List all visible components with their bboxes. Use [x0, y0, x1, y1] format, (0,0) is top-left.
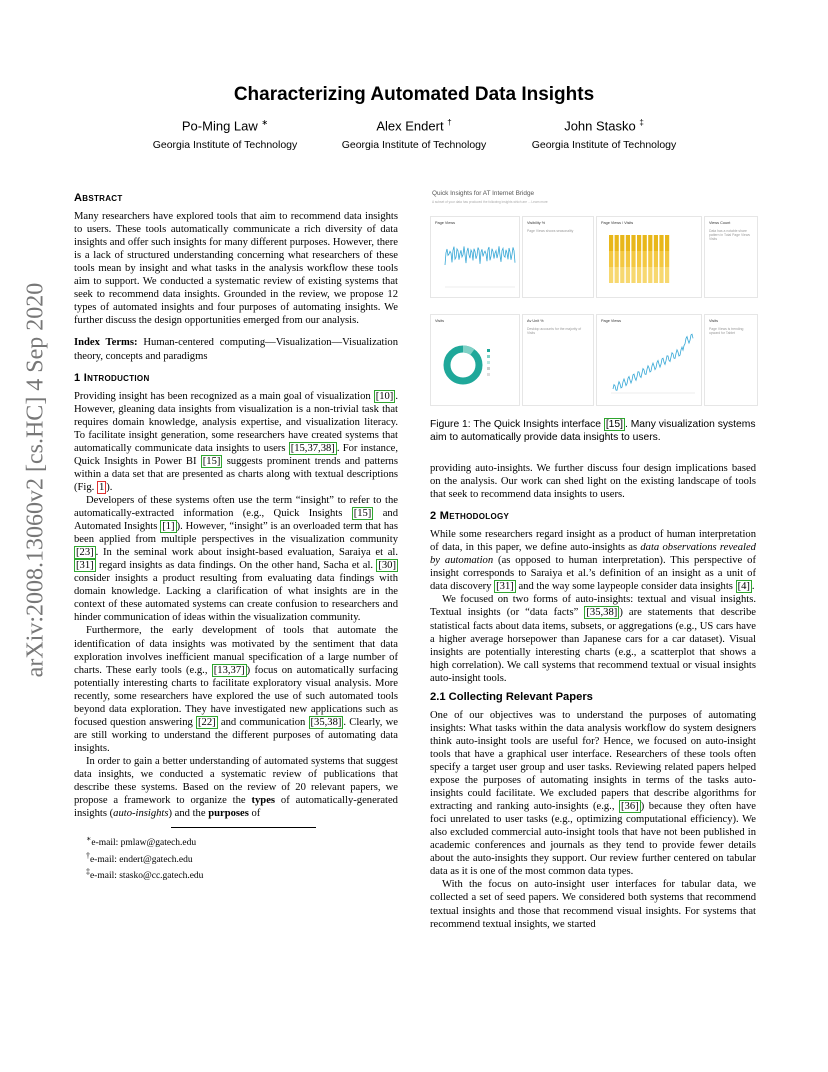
panel-note: Desktop accounts for the majority of Visits	[527, 327, 582, 335]
citation-link[interactable]: [1]	[162, 521, 175, 533]
citation-link[interactable]: [4]	[737, 581, 750, 593]
bar-segment	[626, 267, 630, 283]
footnote-email-2[interactable]: †e-mail: endert@gatech.edu	[86, 850, 193, 865]
line-chart-seasonal	[431, 217, 519, 297]
bar-segment	[609, 267, 613, 283]
citation-link[interactable]: [15]	[202, 455, 221, 467]
panel-title: Visibility %	[527, 221, 546, 225]
donut-chart	[431, 315, 519, 405]
intro-paragraph-4: In order to gain a better understanding of automated systems that suggest data insights, we conducted a systematic review of publications that describe these systems. Based on the review of 20 relevant papers, we propose a framework to organize the types of automatically-generated insights (auto-insights) and the purposes of	[74, 755, 398, 820]
bar-segment	[631, 267, 635, 283]
intro-paragraph-2: Developers of these systems often use the term “insight” to refer to the automatically-extracted information (e.g., Quick Insights [15] and Automated Insights [1] ). However, “insight” is an overloaded term that has been applied from multiple perspectives in the visualization community [23] . In the seminal work about insight-based evaluation, Saraiya et al. [31] regard insights as data findings. On the other hand, Sacha et al. [30] consider insights a product resulting from evaluating data findings with domain knowledge. Lacking a clarification of what insights are in the context of these automated systems can create confusion to researchers and hinder communication of ideas within the visualization community.	[74, 494, 399, 624]
arxiv-stamp[interactable]: arXiv:2008.13060v2 [cs.HC] 4 Sep 2020	[22, 282, 49, 678]
bar-segment	[637, 235, 641, 251]
panel-insight-text-2	[704, 216, 758, 298]
bar-segment	[626, 235, 630, 251]
bar-segment	[643, 267, 647, 283]
author-name: Alex Endert	[376, 118, 444, 134]
bar-segment	[620, 235, 624, 251]
citation-link[interactable]: [35,38]	[310, 716, 342, 728]
citation-link[interactable]: [15,37,38]	[290, 442, 335, 454]
collecting-paragraph-1: One of our objectives was to understand the purposes of automating insights: What tasks within the data analysis workflow do system designers think auto-insight tools are useful for? Hence, we focused on auto-insight tools that have a graphical user interface. Researchers of these tools often specify a target user group and user tasks. Reviewing related papers helped expose the purposes of automating insights in terms of the tasks auto-insights could facilitate. We excluded papers that describe algorithms for extracting and ranking auto-insights (e.g., [36] ) because they often have foci unrelated to user tasks (e.g., optimizing computational efficiency). We also excluded commercial auto-insight tools that have not been published in academic conferences and journals as they tend to provide fewer details about the auto-insights they support. Our review further centered on tabular data as it is one of the most common data types.	[430, 709, 756, 878]
panel-title: Visits	[435, 319, 445, 323]
bar-segment	[615, 235, 619, 251]
bar-segment	[609, 251, 613, 267]
panel-visits	[430, 314, 520, 406]
bar-segment	[654, 251, 658, 267]
bar-segment	[620, 267, 624, 283]
figure-link[interactable]: 1	[98, 481, 105, 493]
citation-link[interactable]: [13,37]	[213, 664, 245, 676]
bar-segment	[620, 251, 624, 267]
bar-segment	[615, 251, 619, 267]
bar-segment	[654, 235, 658, 251]
panel-insight-text-4	[704, 314, 758, 406]
author-3	[494, 118, 714, 151]
abstract-heading: Abstract	[74, 192, 123, 204]
citation-link[interactable]: [30]	[378, 560, 396, 572]
footnote-email-1[interactable]: ∗e-mail: pmlaw@gatech.edu	[86, 834, 197, 849]
left-column	[74, 192, 398, 883]
bar-segment	[643, 235, 647, 251]
bar-segment	[648, 251, 652, 267]
panel-page-views	[430, 216, 520, 298]
bar-segment	[665, 235, 669, 251]
citation-link[interactable]: [23]	[76, 547, 94, 559]
panel-page-views-visits	[596, 216, 702, 298]
panel-insight-text-1	[522, 216, 594, 298]
stacked-bar-chart	[597, 217, 701, 297]
bar-segment	[609, 235, 613, 251]
intro-paragraph-1: Providing insight has been recognized as a main goal of visualization [10] . However, gleaning data insights from visualization is a non-trivial task that requires domain knowledge, analysis expertise, and visualization literacy. To facilitate insight generation, some researchers have created systems that automatically communicate data insights to users [15,37,38] . For instance, Quick Insights in Power BI [15] suggests prominent trends and patterns within a data set that are presented as charts along with textual descriptions (Fig. 1 ).	[74, 390, 398, 493]
footnote-email-3[interactable]: ‡e-mail: stasko@cc.gatech.edu	[86, 867, 204, 882]
author-1	[115, 118, 335, 151]
author-2	[304, 118, 524, 151]
author-affiliation: Georgia Institute of Technology	[341, 139, 487, 152]
panel-note: Page Views is trending upward for Tablet	[709, 327, 744, 335]
citation-link[interactable]: [15]	[353, 508, 372, 520]
citation-link[interactable]: [22]	[198, 716, 216, 728]
panel-page-views-trend	[596, 314, 702, 406]
index-terms	[74, 336, 398, 362]
index-terms-text: Human-centered computing—Visualization—Visualization theory, concepts and paradigms	[74, 337, 398, 362]
methodology-paragraph-2: We focused on two forms of auto-insights: textual and visual insights. Textual insights (or “data facts” [35,38] ) are statements that describe statistical facts about data items, subsets, or aggregations (e.g., US cars have a higher average horsepower than Japanese cars for a car dataset). Visual insights are potentially interesting charts (e.g., a scatterplot that shows a high correlation). We call systems that recommend textual or visual insights auto-insight tools.	[430, 594, 756, 684]
line-chart-trend	[597, 315, 701, 405]
panel-insight-text-3	[522, 314, 594, 406]
citation-link[interactable]: [36]	[621, 801, 639, 813]
bar-segment	[637, 267, 641, 283]
panel-title: Page Views / Visits	[601, 221, 634, 225]
figure-header: Quick Insights for AT Internet Bridge	[432, 190, 535, 197]
bar-segment	[648, 235, 652, 251]
index-terms-label: Index Terms:	[74, 337, 138, 349]
panel-title: Page Views	[601, 319, 621, 323]
author-mark: ∗	[261, 118, 269, 127]
panel-title: Page Views	[435, 221, 455, 225]
author-mark: †	[447, 118, 452, 127]
paper-title: Characterizing Automated Data Insights	[233, 84, 595, 105]
citation-link[interactable]: [15]	[605, 419, 623, 430]
citation-link[interactable]: [31]	[76, 560, 94, 572]
citation-link[interactable]: [35,38]	[586, 607, 618, 619]
bar-segment	[631, 251, 635, 267]
bar-segment	[659, 267, 663, 283]
figure-quick-insights	[430, 188, 756, 410]
footnotes	[74, 833, 398, 883]
figure-caption: Figure 1: The Quick Insights interface [15] . Many visualization systems aim to automatically provide data insights to users.	[430, 419, 756, 443]
intro-paragraph-3: Furthermore, the early development of tools that automate the identification of data insights was motivated by the sentiment that data exploration involves inefficient manual specification of a large number of charts. These early tools (e.g., [13,37] ) focus on automatically surfacing potentially interesting charts to facilitate exploratory visual analysis. More recently, some researchers have explored the use of such automated tools beyond data exploration. They have investigated new applications such as focused question answering [22] and communication [35,38] . Clearly, we are still working to understand the different purposes of automating data insights.	[74, 625, 398, 754]
panel-title: Visits	[709, 319, 719, 323]
bar-segment	[659, 251, 663, 267]
panel-note: Data has a notable share pattern in Total Page Views Visits	[709, 229, 750, 241]
bar-segment	[665, 267, 669, 283]
panel-note: Page Views shows seasonality	[527, 229, 574, 233]
panel-title: Av Unit %	[527, 319, 544, 323]
author-name: Po-Ming Law	[181, 118, 258, 134]
author-affiliation: Georgia Institute of Technology	[152, 139, 298, 152]
bar-segment	[643, 251, 647, 267]
methodology-heading: 2 Methodology	[430, 510, 510, 523]
citation-link[interactable]: [10]	[375, 390, 394, 402]
collecting-paragraph-2: With the focus on auto-insight user interfaces for tabular data, we collected a set of seed papers. We considered both systems that recommend textual insights and those that recommend visual insights. For systems that recommend textual insights, we started	[430, 879, 756, 930]
author-mark: ‡	[639, 118, 644, 127]
bar-segment	[654, 267, 658, 283]
author-name: John Stasko	[564, 118, 636, 134]
abstract-text: Many researchers have explored tools that aim to recommend data insights to users. These tools automatically communicate a rich diversity of data insights and offer such insights for many different purposes. However, there is a lack of structured understanding concerning what researchers of these tools mean by insight and what tasks in the analysis workflow these tools aim to support. We conducted a systematic review of existing systems that seek to recommend data insights. Grounded in the review, we propose 12 types of automated insights and four purposes of automating insights. We further discuss the design opportunities emerged from our analysis.	[74, 211, 398, 327]
citation-link[interactable]: [31]	[496, 581, 514, 593]
methodology-paragraph-1: While some researchers regard insight as a product of human interpretation of data, in this paper, we define auto-insights as data observations revealed by automation (as opposed to human interpretation). This perspective of insight corresponds to Saraiya et al.’s definition of an insight as a unit of data discovery [31] and the way some laypeople consider data insights [4] .	[430, 529, 756, 593]
bar-segment	[631, 235, 635, 251]
bar-segment	[659, 235, 663, 251]
author-affiliation: Georgia Institute of Technology	[531, 139, 677, 152]
bar-segment	[665, 251, 669, 267]
intro-paragraph-5: providing auto-insights. We further discuss four design implications based on the analysis. Our work can shed light on the existing landscape of tools that seek to recommend data insights to users.	[430, 463, 756, 501]
bar-segment	[626, 251, 630, 267]
subsection-heading: 2.1 Collecting Relevant Papers	[430, 690, 593, 703]
right-column	[430, 462, 756, 931]
footnote-rule	[171, 827, 316, 828]
bar-segment	[615, 267, 619, 283]
figure-subheader: A subset of your data has produced the following insights which are ... Learn more	[432, 200, 548, 204]
intro-heading: 1 Introduction	[74, 371, 150, 384]
bar-segment	[648, 267, 652, 283]
bar-segment	[637, 251, 641, 267]
panel-title: Views Count	[709, 221, 731, 225]
